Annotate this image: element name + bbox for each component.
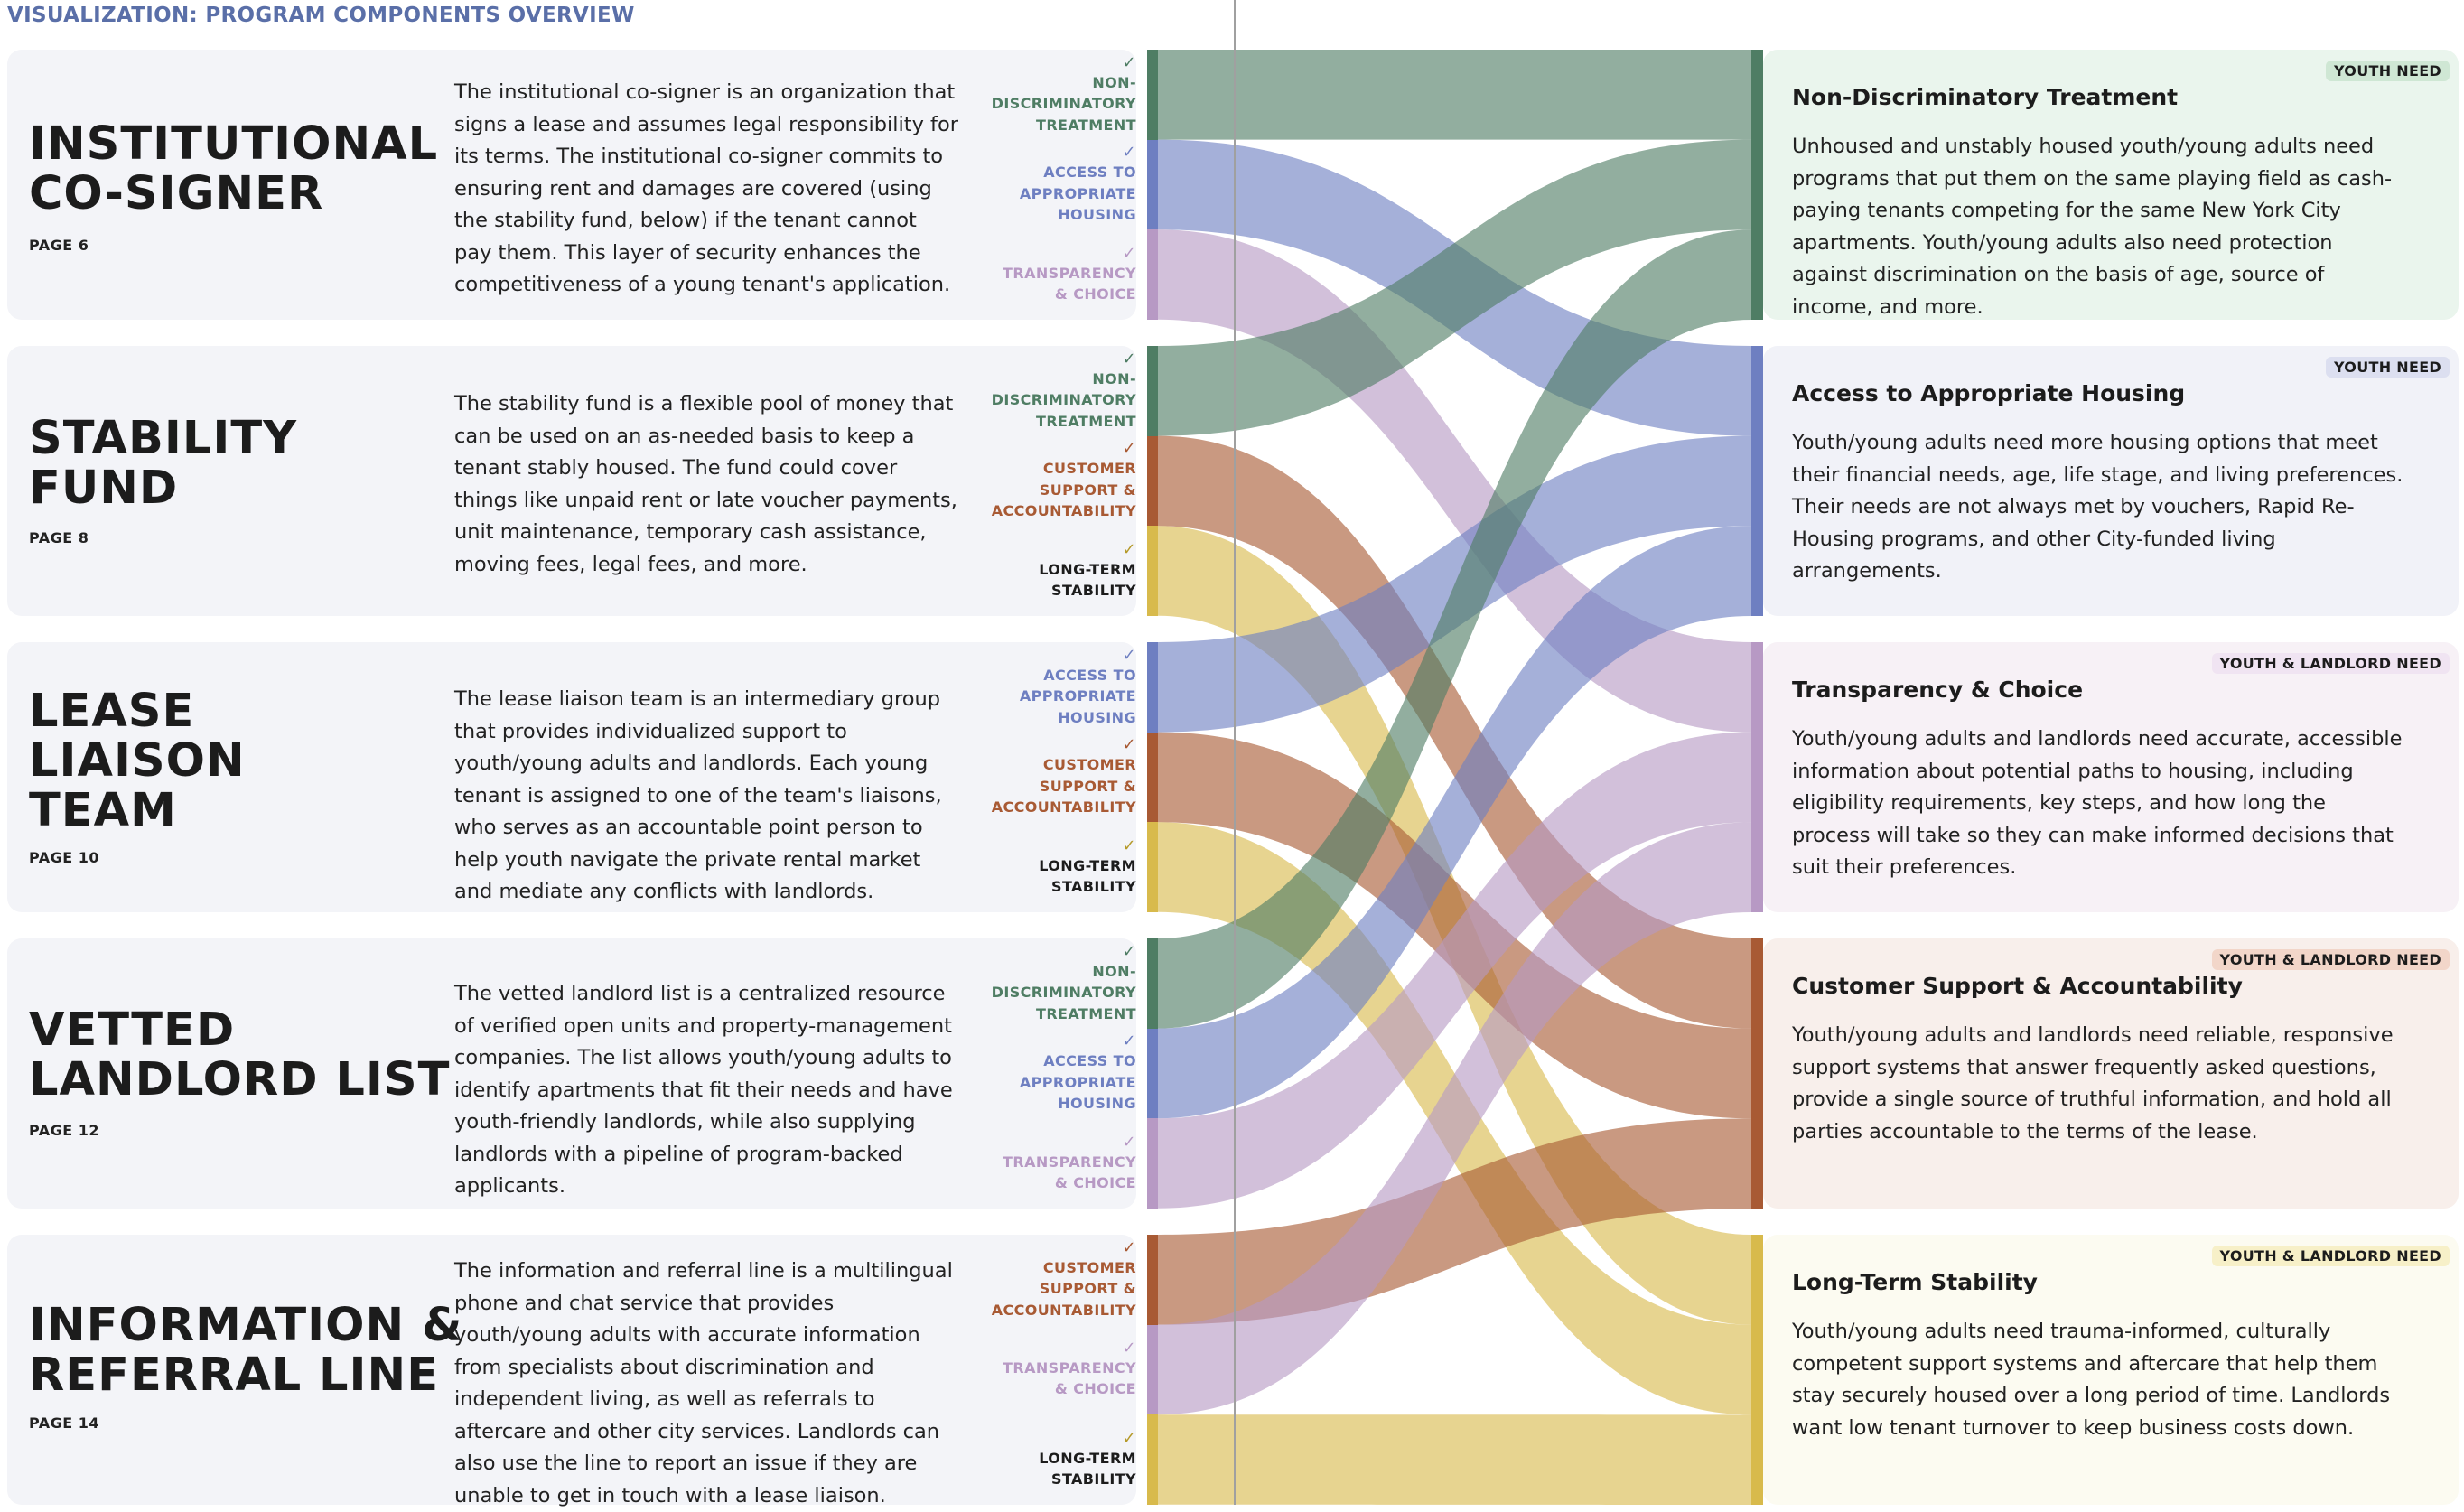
source-bar xyxy=(1147,229,1158,320)
component-description: The lease liaison team is an intermediary group that provides individualized support to youth/young adults and landlords. Each young tenant is assigned to one of the team's liaisons, who serves as an accountable point person to help youth navigate the private rental market and mediate any conflicts with landlords. xyxy=(454,687,942,903)
need-checklist-item xyxy=(969,1339,1136,1400)
divider-line xyxy=(1234,0,1236,1505)
target-bar xyxy=(1751,50,1763,320)
check-icon: ✓ xyxy=(1122,835,1136,855)
need-description: Youth/young adults need more housing options that meet their financial needs, age, life stage, and living preferences. Their needs are not always met by vouchers, Rapid Re-Housing programs, and other City-funded living arrangements. xyxy=(1792,431,2403,583)
need-checklist-item xyxy=(969,54,1136,136)
need-badge: YOUTH NEED xyxy=(2326,61,2450,81)
source-bar xyxy=(1147,733,1158,823)
component-description: The vetted landlord list is a centralized resource of verified open units and property-management companies. The list allows youth/young adults to identify apartments that fit their needs and have youth-friendly landlords, while also supplying landlords with a pipeline of program-backed applicants. xyxy=(454,982,953,1198)
target-bar xyxy=(1751,642,1763,912)
source-bar xyxy=(1147,822,1158,912)
need-checklist-item xyxy=(969,943,1136,1025)
source-bar xyxy=(1147,938,1158,1029)
check-icon: ✓ xyxy=(1122,143,1136,163)
component-page-link[interactable]: PAGE 10 xyxy=(29,849,100,866)
need-checklist-label: TRANSPARENCY & CHOICE xyxy=(1003,264,1136,303)
need-checklist-item xyxy=(969,1032,1136,1115)
component-name: INSTITUTIONAL CO-SIGNER xyxy=(29,117,439,220)
component-page-link[interactable]: PAGE 6 xyxy=(29,237,89,254)
check-icon: ✓ xyxy=(1122,735,1136,755)
need-title: Access to Appropriate Housing xyxy=(1792,380,2186,406)
check-icon: ✓ xyxy=(1122,1132,1136,1152)
check-icon: ✓ xyxy=(1122,1338,1136,1358)
need-checklist-item xyxy=(969,1134,1136,1194)
source-bar xyxy=(1147,50,1158,140)
flow-stability xyxy=(1158,1414,1751,1505)
need-description: Youth/young adults and landlords need accurate, accessible information about potential paths to housing, including eligibility requirements, key steps, and how long the process will take so they can make informed decisions that suit their preferences. xyxy=(1792,727,2403,879)
need-checklist-item xyxy=(969,647,1136,729)
target-bar xyxy=(1751,938,1763,1209)
component-name: INFORMATION & REFERRAL LINE xyxy=(29,1299,463,1402)
need-checklist-label: CUSTOMER SUPPORT & ACCOUNTABILITY xyxy=(991,1258,1136,1319)
component-name: STABILITY FUND xyxy=(29,412,298,515)
check-icon: ✓ xyxy=(1122,1428,1136,1448)
source-bar xyxy=(1147,526,1158,616)
need-description: Unhoused and unstably housed youth/young adults need programs that put them on the same playing field as cash-paying tenants competing for the same New York City apartments. Youth/young adults also need protection against discrimination on the basis of age, source of income, and more. xyxy=(1792,135,2393,319)
source-bar xyxy=(1147,642,1158,733)
need-checklist-label: NON- DISCRIMINATORY TREATMENT xyxy=(991,73,1136,134)
component-description: The stability fund is a flexible pool of money that can be used on an as-needed basis to keep a tenant stably housed. The fund could cover things like unpaid rent or late voucher payments, unit maintenance, temporary cash assistance, moving fees, legal fees, and more. xyxy=(454,392,957,576)
need-checklist-label: ACCESS TO APPROPRIATE HOUSING xyxy=(1019,666,1136,726)
check-icon: ✓ xyxy=(1122,1031,1136,1051)
check-icon: ✓ xyxy=(1122,645,1136,665)
need-checklist-label: LONG-TERM STABILITY xyxy=(1039,560,1136,599)
check-icon: ✓ xyxy=(1122,349,1136,369)
need-card xyxy=(1763,346,2459,616)
need-checklist-label: CUSTOMER SUPPORT & ACCOUNTABILITY xyxy=(991,460,1136,520)
check-icon: ✓ xyxy=(1122,941,1136,961)
check-icon: ✓ xyxy=(1122,1237,1136,1257)
visualization-title: VISUALIZATION: PROGRAM COMPONENTS OVERVIEW xyxy=(7,4,635,27)
need-description: Youth/young adults need trauma-informed, culturally competent support systems and aftercare that help them stay securely housed over a long period of time. Landlords want low tenant turnover to keep business costs down. xyxy=(1792,1320,2391,1440)
need-badge: YOUTH & LANDLORD NEED xyxy=(2212,653,2450,674)
component-page-link[interactable]: PAGE 8 xyxy=(29,529,89,546)
source-bar xyxy=(1147,1029,1158,1119)
check-icon: ✓ xyxy=(1122,539,1136,559)
need-checklist-label: TRANSPARENCY & CHOICE xyxy=(1003,1358,1136,1398)
check-icon: ✓ xyxy=(1122,243,1136,263)
source-bar xyxy=(1147,436,1158,527)
component-description: The institutional co-signer is an organization that signs a lease and assumes legal responsibility for its terms. The institutional co-signer commits to ensuring rent and damages are covered (using the stability fund, below) if the tenant cannot pay them. This layer of security enhances the competitiveness of a young tenant's application. xyxy=(454,80,958,296)
need-checklist-label: TRANSPARENCY & CHOICE xyxy=(1003,1153,1136,1191)
need-badge: YOUTH & LANDLORD NEED xyxy=(2212,1246,2450,1266)
need-checklist-item xyxy=(969,1239,1136,1321)
need-checklist-label: ACCESS TO APPROPRIATE HOUSING xyxy=(1019,1052,1136,1113)
need-title: Long-Term Stability xyxy=(1792,1269,2038,1295)
target-bar xyxy=(1751,346,1763,616)
check-icon: ✓ xyxy=(1122,439,1136,459)
need-badge: YOUTH NEED xyxy=(2326,357,2450,378)
need-card xyxy=(1763,50,2459,320)
need-card xyxy=(1763,938,2459,1209)
need-checklist-item xyxy=(969,1430,1136,1490)
component-page-link[interactable]: PAGE 12 xyxy=(29,1122,100,1139)
source-bar xyxy=(1147,1325,1158,1415)
need-checklist-item xyxy=(969,736,1136,818)
need-checklist-item xyxy=(969,837,1136,898)
need-description: Youth/young adults and landlords need reliable, responsive support systems that answer frequently asked questions, provide a single source of truthful information, and hold all parties accountable to the terms of the lease. xyxy=(1792,1023,2394,1143)
source-bar xyxy=(1147,1414,1158,1505)
need-checklist-label: NON- DISCRIMINATORY TREATMENT xyxy=(991,369,1136,430)
need-title: Non-Discriminatory Treatment xyxy=(1792,84,2179,110)
need-checklist-item xyxy=(969,245,1136,305)
target-bar xyxy=(1751,1235,1763,1505)
need-title: Customer Support & Accountability xyxy=(1792,973,2243,999)
component-name: VETTED LANDLORD LIST xyxy=(29,1003,451,1106)
need-checklist-label: NON- DISCRIMINATORY TREATMENT xyxy=(991,962,1136,1022)
flow-non-discrimination xyxy=(1158,50,1751,140)
need-checklist-item xyxy=(969,440,1136,522)
check-icon: ✓ xyxy=(1122,52,1136,72)
component-page-link[interactable]: PAGE 14 xyxy=(29,1414,100,1432)
need-checklist-label: LONG-TERM STABILITY xyxy=(1039,856,1136,895)
source-bar xyxy=(1147,346,1158,436)
need-checklist-label: LONG-TERM STABILITY xyxy=(1039,1449,1136,1488)
component-description: The information and referral line is a multilingual phone and chat service that provides youth/young adults with accurate information from specialists about discrimination and independent living, as well as referrals to aftercare and other city services. Landlords can also use the line to report an issue if they are unable to get in touch with a lease liaison. xyxy=(454,1259,953,1507)
source-bar xyxy=(1147,1118,1158,1209)
component-name: LEASE LIAISON TEAM xyxy=(29,685,246,837)
need-card xyxy=(1763,642,2459,912)
need-card xyxy=(1763,1235,2459,1505)
need-title: Transparency & Choice xyxy=(1792,677,2084,703)
need-checklist-item xyxy=(969,350,1136,433)
need-checklist-item xyxy=(969,144,1136,226)
need-checklist-item xyxy=(969,541,1136,602)
need-checklist-label: ACCESS TO APPROPRIATE HOUSING xyxy=(1019,163,1136,224)
source-bar xyxy=(1147,140,1158,230)
need-checklist-label: CUSTOMER SUPPORT & ACCOUNTABILITY xyxy=(991,756,1136,817)
source-bar xyxy=(1147,1235,1158,1325)
need-badge: YOUTH & LANDLORD NEED xyxy=(2212,949,2450,970)
